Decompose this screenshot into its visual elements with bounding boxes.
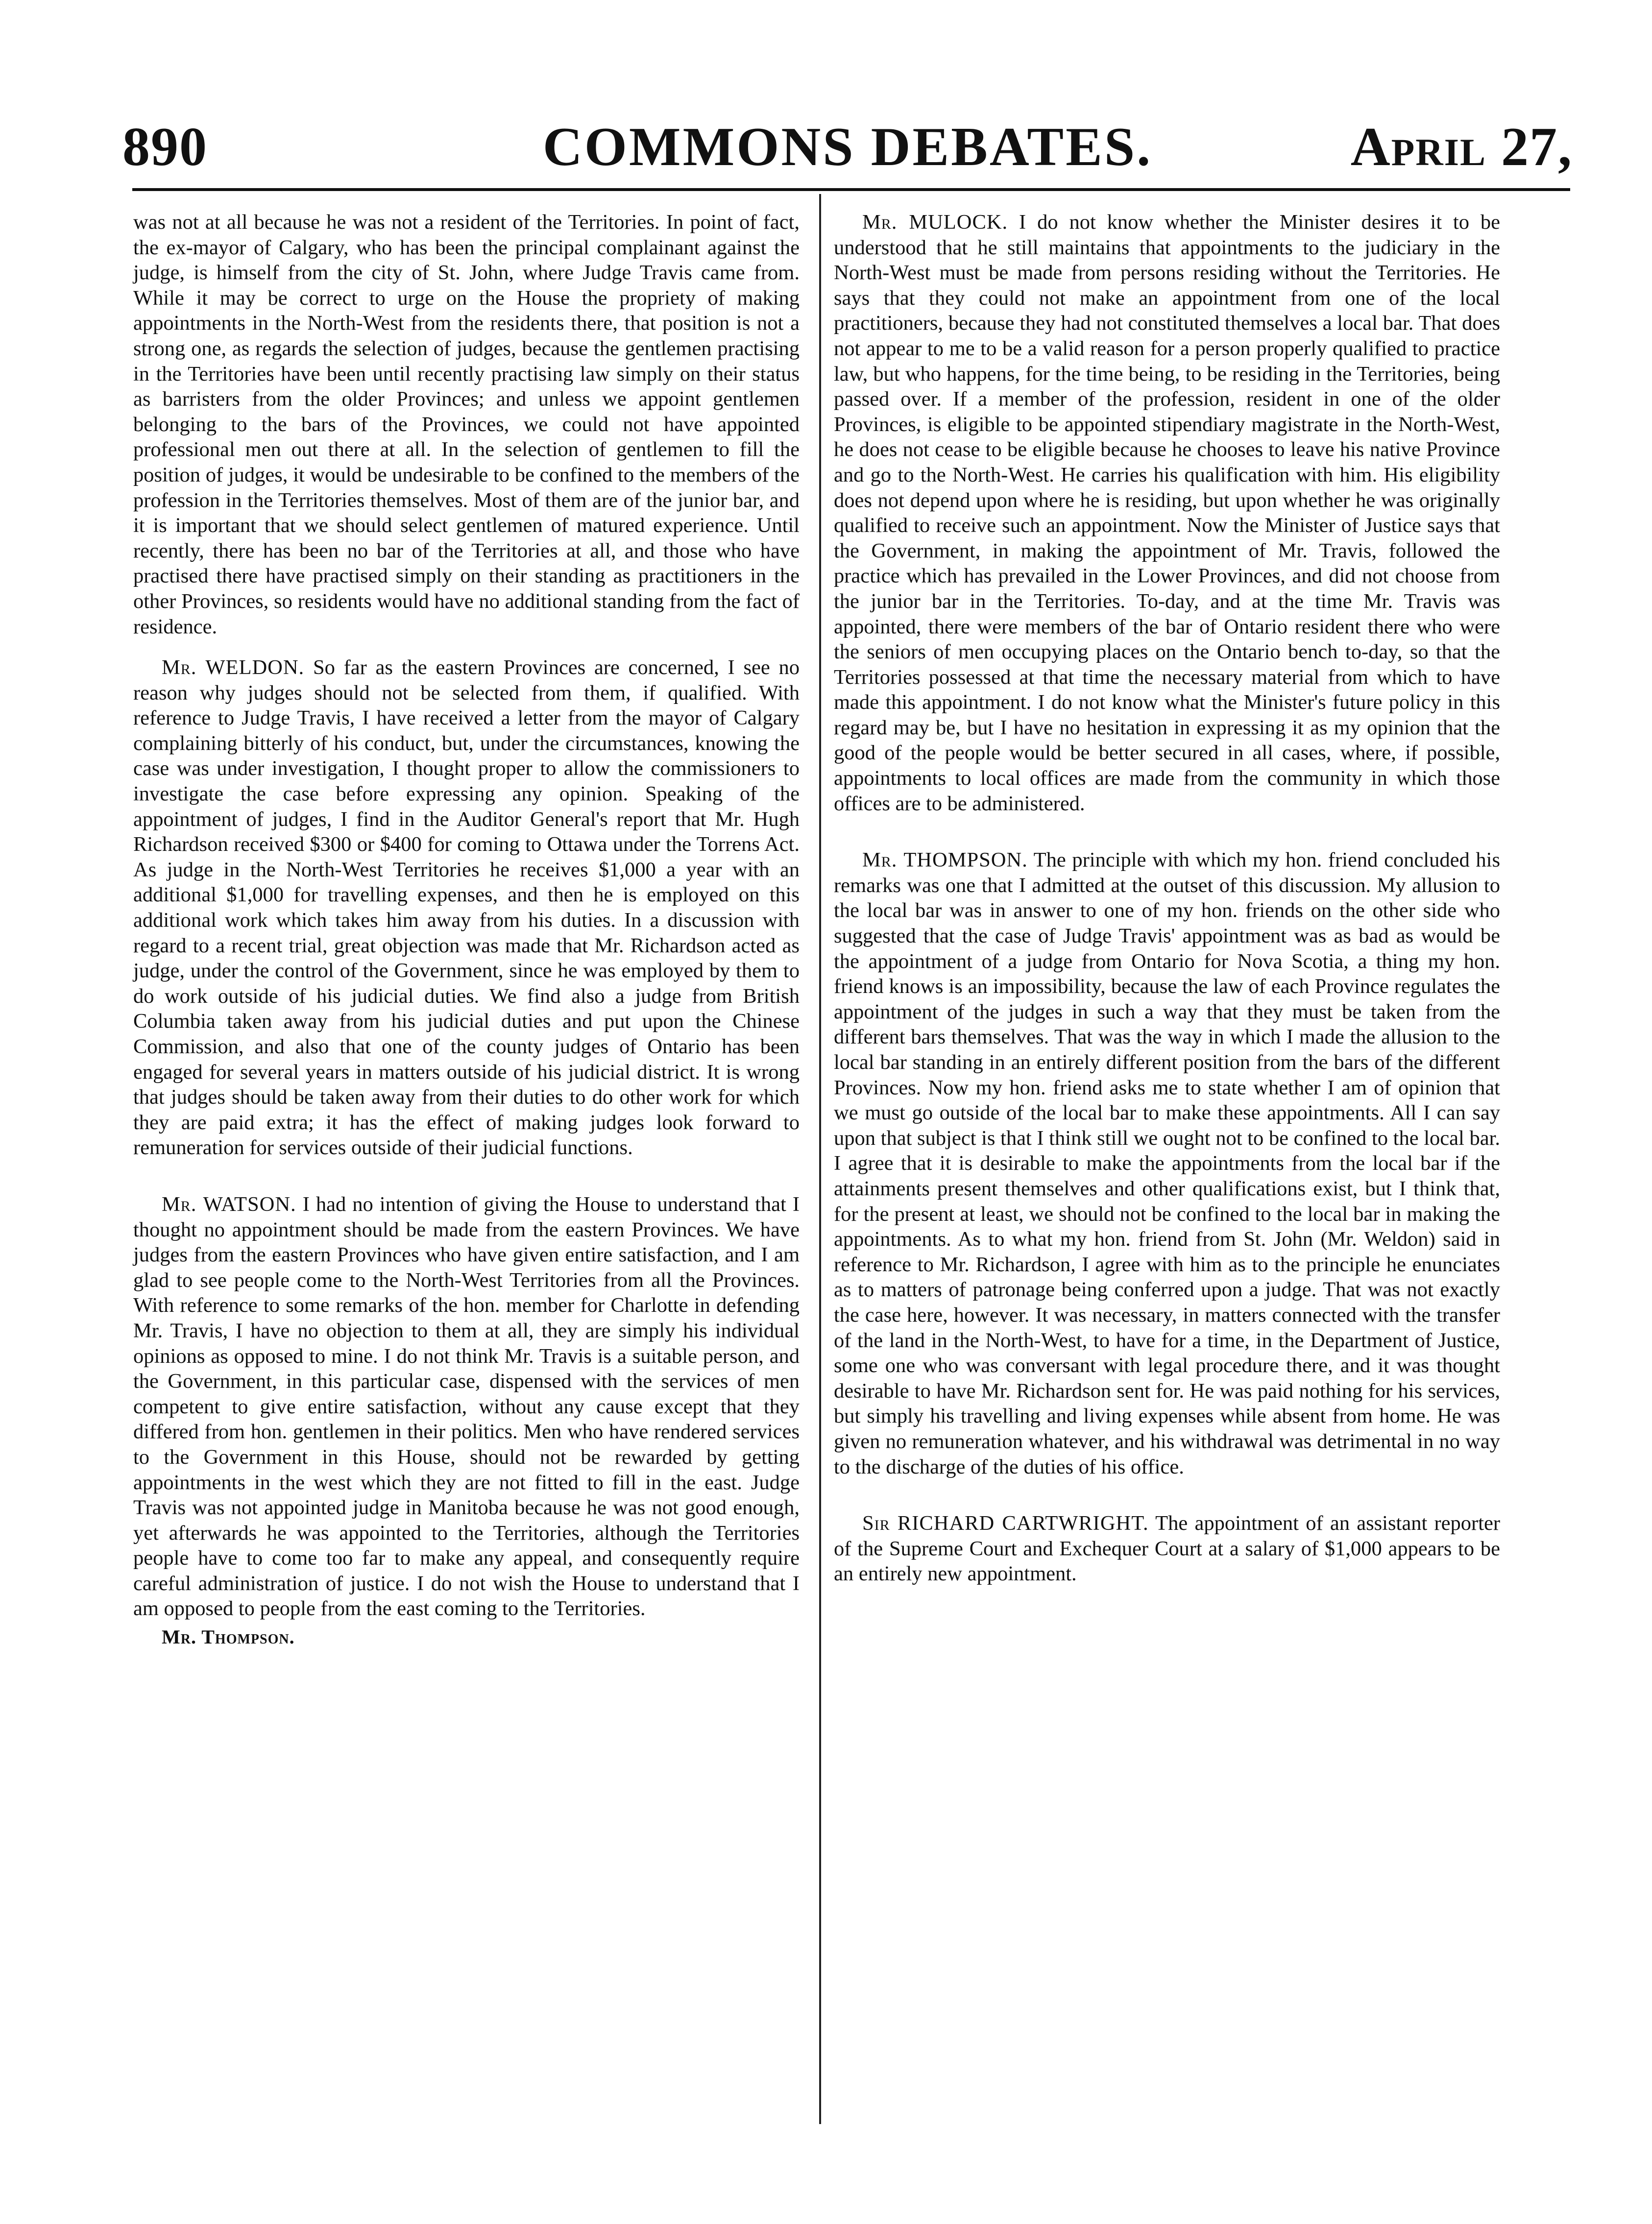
paragraph bbox=[133, 210, 800, 639]
catchword-footer: Mr. Thompson. bbox=[162, 1626, 295, 1648]
paragraph-text: I do not know whether the Minister desires it to be understood that he still maintains that appointments to the judiciary in the North-West must be made from persons residing without the Territories. He says that they could not make an appointment from one of the local practitioners, because they had not constituted themselves a local bar. That does not appear to me to be a valid reason for a person properly qualified to practice law, but who happens, for the time being, to be residing in the Territories, being passed over. If a member of the profession, resident in one of the older Provinces, is eligible to be appointed stipendiary magistrate in the North-West, he does not cease to be eligible because he chooses to leave his native Province and go to the North-West. He carries his qualification with him. His eligibility does not depend upon where he is residing, but upon whether he was originally qualified to receive such an appointment. Now the Minister of Justice says that the Government, in making the appointment of Mr. Travis, followed the practice which has prevailed in the Lower Provinces, and did not choose from the junior bar in the Territories. To-day, and at the time Mr. Travis was appointed, there were members of the bar of Ontario resident there who were the seniors of men occupying places on the Ontario bench to-day, so that the Territories possessed at that time the necessary material from which to have made this appointment. I do not know what the Minister's future policy in this regard may be, but I have no hesitation in expressing it as my opinion that the good of the people would be better secured in all cases, where, if possible, appointments to local offices are made from the community in which those offices are to be administered. bbox=[834, 211, 1501, 815]
paragraph-text: was not at all because he was not a resident of the Territories. In point of fact, the ex-mayor of Calgary, who has been the principal complainant against the judge, is himself from the city of St. John, where Judge Travis came from. While it may be correct to urge on the House the propriety of making appointments in the North-West from the residents there, that position is not a strong one, as regards the selection of judges, because the gentlemen practising in the Territories have been until recently practising law simply on their status as barristers from the older Provinces; and unless we appoint gentlemen belonging to the bars of the Provinces, we could not have appointed professional men out there at all. In the selection of gentlemen to fill the position of judges, it would be undesirable to be confined to the members of the profession in the Territories themselves. Most of them are of the junior bar, and it is important that we should select gentlemen of matured experience. Until recently, there has been no bar of the Territories at all, and those who have practised there have practised simply on their standing as practitioners in the other Provinces, so residents would have no additional standing from the fact of residence. bbox=[133, 211, 800, 638]
speaker-name: Mr. MULOCK. bbox=[862, 211, 1008, 234]
speaker-name: Mr. WELDON. bbox=[162, 656, 305, 679]
right-column bbox=[834, 210, 1500, 1587]
paragraph bbox=[834, 1511, 1500, 1587]
speaker-name: Sir RICHARD CARTWRIGHT. bbox=[862, 1512, 1149, 1535]
paragraph-text: The principle with which my hon. friend concluded his remarks was one that I admitted at the outset of this discussion. My allusion to the local bar was in answer to one of my hon. friends on the other side who suggested that the case of Judge Travis' appointment was as bad as would be the appointment of a judge from Ontario for Nova Scotia, a thing my hon. friend knows is an impossibility, because the law of each Province regulates the appointment of the judges in such a way that they must be taken from the different bars themselves. That was the way in which I made the allusion to the local bar standing in an entirely different position from the bars of the different Provinces. Now my hon. friend asks me to state whether I am of opinion that we must go outside of the local bar to make these appointments. All I can say upon that subject is that I think still we ought not to be confined to the local bar. I agree that it is desirable to make the appointments from the local bar if the attainments present themselves and other qualifications exist, but I think that, for the present at least, we should not be confined to the local bar in making the appointments. As to what my hon. friend from St. John (Mr. Weldon) said in reference to Mr. Richardson, I agree with him as to the principle he enunciates as to matters of patronage being conferred upon a judge. That was not exactly the case here, however. It was necessary, in matters connected with the transfer of the land in the North-West, to have for a time, in the Department of Justice, some one who was conversant with legal procedure there, and it was thought desirable to have Mr. Richardson sent for. He was paid nothing for his services, but simply his travelling and living expenses while absent from home. He was given no remuneration whatever, and his withdrawal was detrimental in no way to the discharge of the duties of his office. bbox=[834, 848, 1500, 1478]
page-header bbox=[122, 116, 1573, 194]
header-rule bbox=[132, 188, 1570, 191]
page-date: April 27, bbox=[1350, 117, 1573, 177]
speaker-name: Mr. THOMPSON. bbox=[862, 848, 1028, 872]
paragraph bbox=[834, 210, 1500, 816]
paragraph bbox=[133, 1192, 800, 1621]
speaker-name: Mr. WATSON. bbox=[162, 1192, 296, 1216]
column-divider bbox=[819, 194, 821, 2124]
paragraph-text: I had no intention of giving the House to understand that I thought no appointment should be made from the eastern Provinces. We have judges from the eastern Provinces who have given entire satisfaction, and I am glad to see people come to the North-West Territories from all the Provinces. With reference to some remarks of the hon. member for Charlotte in defending Mr. Travis, I have no objection to them at all, they are simply his individual opinions as opposed to mine. I do not think Mr. Travis is a suitable person, and the Government, in this particular case, dispensed with the services of men competent to give entire satisfaction, without any cause except that they differed from hon. gentlemen in their politics. Men who have rendered services to the Government in this House, should not be rewarded by getting appointments in the west which they are not fitted to fill in the east. Judge Travis was not appointed judge in Manitoba because he was not good enough, yet afterwards he was appointed to the Territories, although the Territories people have to come too far to make any appeal, and consequently require careful administration of justice. I do not wish the House to understand that I am opposed to people from the east coming to the Territories. bbox=[133, 1192, 800, 1620]
publication-title: COMMONS DEBATES. bbox=[542, 117, 1153, 177]
paragraph-text: So far as the eastern Provinces are concerned, I see no reason why judges should not be selected from them, if qualified. With reference to Judge Travis, I have received a letter from the mayor of Calgary complaining bitterly of his conduct, but, under the circumstances, knowing the case was under investigation, I thought proper to allow the commissioners to investigate the case before expressing any opinion. Speaking of the appointment of judges, I find in the Auditor General's report that Mr. Hugh Richardson received $300 or $400 for coming to Ottawa under the Torrens Act. As judge in the North-West Territories he receives $1,000 a year with an additional $1,000 for travelling expenses, and then he is employed on this additional work which takes him away from his duties. In a discussion with regard to a recent trial, great objection was made that Mr. Richardson acted as judge, under the control of the Government, since he was employed by them to do work outside of his judicial duties. We find also a judge from British Columbia taken away from his judicial duties and put upon the Chinese Commission, and also that one of the county judges of Ontario has been engaged for several years in matters outside of his judicial district. It is wrong that judges should be taken away from their duties to do other work for which they are paid extra; it has the effect of making judges look forward to remuneration for services outside of their judicial functions. bbox=[133, 656, 800, 1160]
left-column bbox=[133, 210, 800, 1650]
paragraph bbox=[133, 655, 800, 1160]
page-number: 890 bbox=[122, 117, 208, 177]
paragraph-text: The appointment of an assistant reporter of the Supreme Court and Exchequer Court at a salary of $1,000 appears to be an entirely new appointment. bbox=[834, 1512, 1501, 1586]
paragraph bbox=[834, 847, 1500, 1479]
